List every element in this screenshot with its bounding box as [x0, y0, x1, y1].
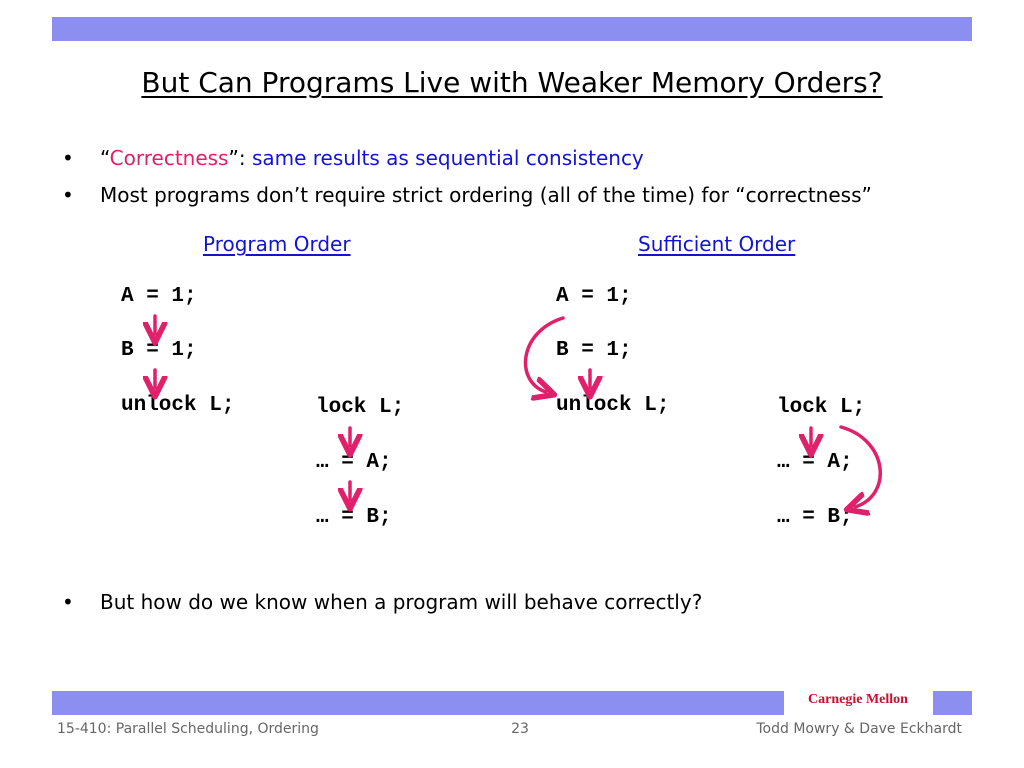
footer-course: 15-410: Parallel Scheduling, Ordering — [57, 721, 319, 737]
footer-page-number: 23 — [511, 721, 529, 737]
bullet-marker: • — [62, 590, 74, 614]
bullet-strict-ordering: Most programs don’t require strict ordering (all of the time) for “correctness” — [100, 183, 872, 207]
brand-logo-text: Carnegie Mellon — [808, 692, 908, 707]
slide-title: But Can Programs Live with Weaker Memory Orders? — [141, 66, 883, 99]
bullet-marker: • — [62, 146, 74, 170]
so-thread2-line3: … = B; — [777, 506, 853, 529]
correctness-term: Correctness — [109, 146, 229, 170]
sufficient-order-heading[interactable]: Sufficient Order — [638, 232, 796, 256]
po-thread1-line3: unlock L; — [121, 394, 235, 417]
header-accent-bar — [52, 17, 972, 41]
po-thread1-line1: A = 1; — [121, 285, 197, 308]
so-thread2-line2: … = A; — [777, 451, 853, 474]
so-thread2-line1: lock L; — [777, 396, 866, 419]
bullet-behave-correctly: But how do we know when a program will behave correctly? — [100, 590, 703, 614]
bullet-marker: • — [62, 183, 74, 207]
po-thread2-line2: … = A; — [316, 451, 392, 474]
bullet-correctness — [100, 146, 644, 170]
footer-accent-block — [933, 691, 972, 715]
so-thread1-line3: unlock L; — [556, 394, 670, 417]
po-thread2-line3: … = B; — [316, 506, 392, 529]
so-thread1-line2: B = 1; — [556, 339, 632, 362]
po-thread1-line2: B = 1; — [121, 339, 197, 362]
so-thread1-line1: A = 1; — [556, 285, 632, 308]
program-order-heading[interactable]: Program Order — [203, 232, 351, 256]
footer-accent-bar — [52, 691, 784, 715]
footer-authors: Todd Mowry & Dave Eckhardt — [756, 721, 962, 737]
close-quote: ”: — [228, 146, 252, 170]
po-thread2-line1: lock L; — [316, 396, 405, 419]
correctness-definition: same results as sequential consistency — [251, 146, 644, 170]
open-quote: “ — [100, 146, 110, 170]
